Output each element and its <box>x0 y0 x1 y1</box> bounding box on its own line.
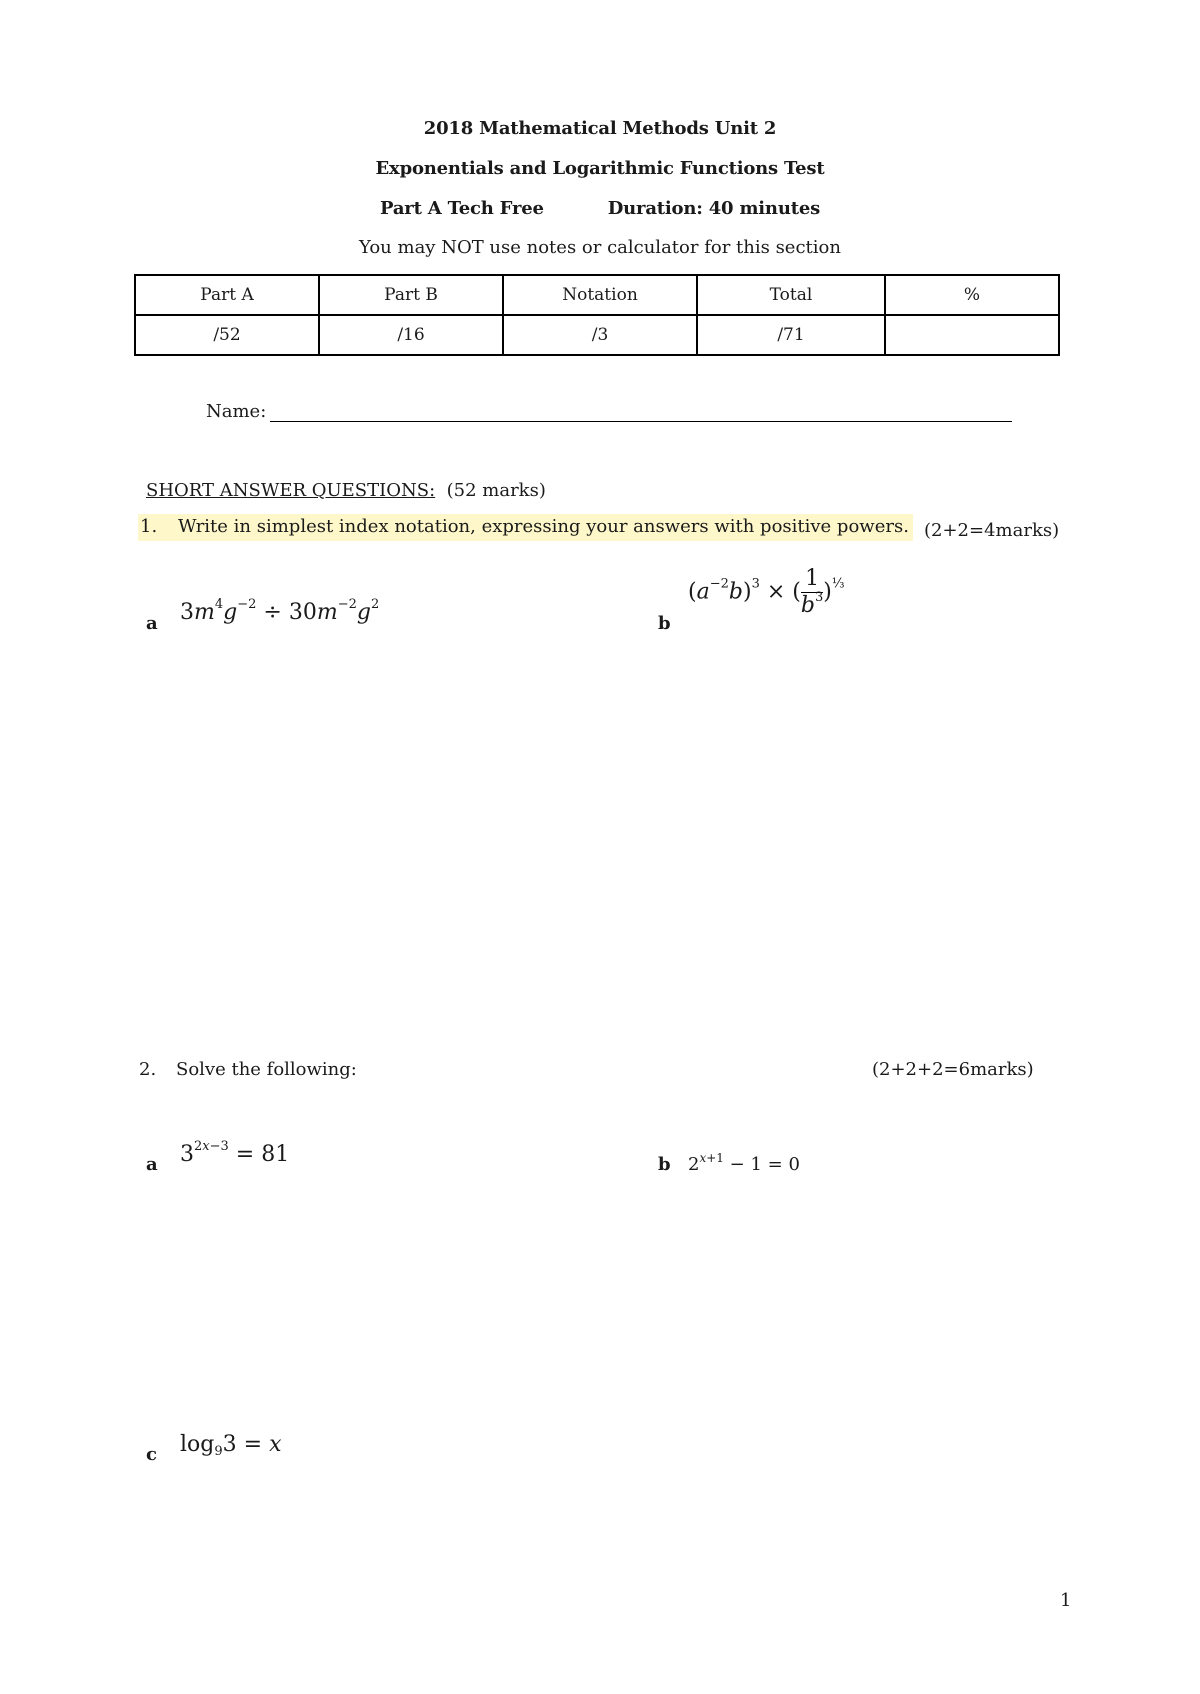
score-header-cell: Part B <box>319 275 503 315</box>
score-header-cell: Total <box>697 275 885 315</box>
question-2-marks: (2+2+2=6marks) <box>872 1059 1034 1080</box>
test-subtitle: Exponentials and Logarithmic Functions Test <box>375 158 825 179</box>
part-label-b: b <box>658 613 671 634</box>
duration-label: Duration: 40 minutes <box>607 198 821 219</box>
question-1-marks: (2+2=4marks) <box>924 520 1060 541</box>
score-header-cell: Part A <box>135 275 319 315</box>
score-table <box>134 274 1060 356</box>
score-header-row <box>135 275 1059 315</box>
part-label-a: a <box>146 1154 158 1175</box>
name-row <box>206 401 1012 422</box>
section-marks: (52 marks) <box>446 480 546 501</box>
score-header-cell: % <box>885 275 1059 315</box>
page-number: 1 <box>1060 1590 1072 1611</box>
score-header-cell: Notation <box>503 275 697 315</box>
q1a-expression: $3m^4g^{-2} \div 30m^{-2}g^2$ <box>180 597 380 625</box>
name-field[interactable] <box>270 401 1012 422</box>
q2b-expression: $2^{x+1} - 1 = 0$ <box>688 1151 800 1175</box>
score-value-cell: /71 <box>697 315 885 355</box>
question-text: Solve the following: <box>176 1059 357 1080</box>
part-label-c: c <box>146 1444 157 1465</box>
part-label-b: b <box>658 1154 671 1175</box>
name-label: Name: <box>206 401 267 422</box>
question-1-highlight <box>138 514 913 541</box>
q1b-expression: $(a^{-2}b)^3$ × ( $\frac{1}{b^3}$ )$^{\frac{1}{3}}$ <box>688 566 845 618</box>
section-heading <box>146 480 546 501</box>
part-label: Part A Tech Free <box>379 198 544 219</box>
part-label-a: a <box>146 613 158 634</box>
q2a-expression: $3^{2x-3} = 81$ <box>180 1139 290 1167</box>
section-title: SHORT ANSWER QUESTIONS: <box>146 480 436 501</box>
score-value-cell: /16 <box>319 315 503 355</box>
question-number: 2. <box>139 1059 157 1080</box>
test-title: 2018 Mathematical Methods Unit 2 <box>423 118 777 139</box>
question-1 <box>138 516 913 537</box>
part-duration-line <box>0 198 1200 219</box>
question-text: Write in simplest index notation, expressing your answers with positive powers. <box>178 516 909 537</box>
q2c-expression: $\log_93 = x$ <box>180 1432 282 1459</box>
score-value-cell: /3 <box>503 315 697 355</box>
score-value-cell <box>885 315 1059 355</box>
question-number: 1. <box>140 516 158 537</box>
score-value-row <box>135 315 1059 355</box>
instruction-text: You may NOT use notes or calculator for this section <box>359 237 841 258</box>
question-2 <box>139 1059 357 1080</box>
score-value-cell: /52 <box>135 315 319 355</box>
